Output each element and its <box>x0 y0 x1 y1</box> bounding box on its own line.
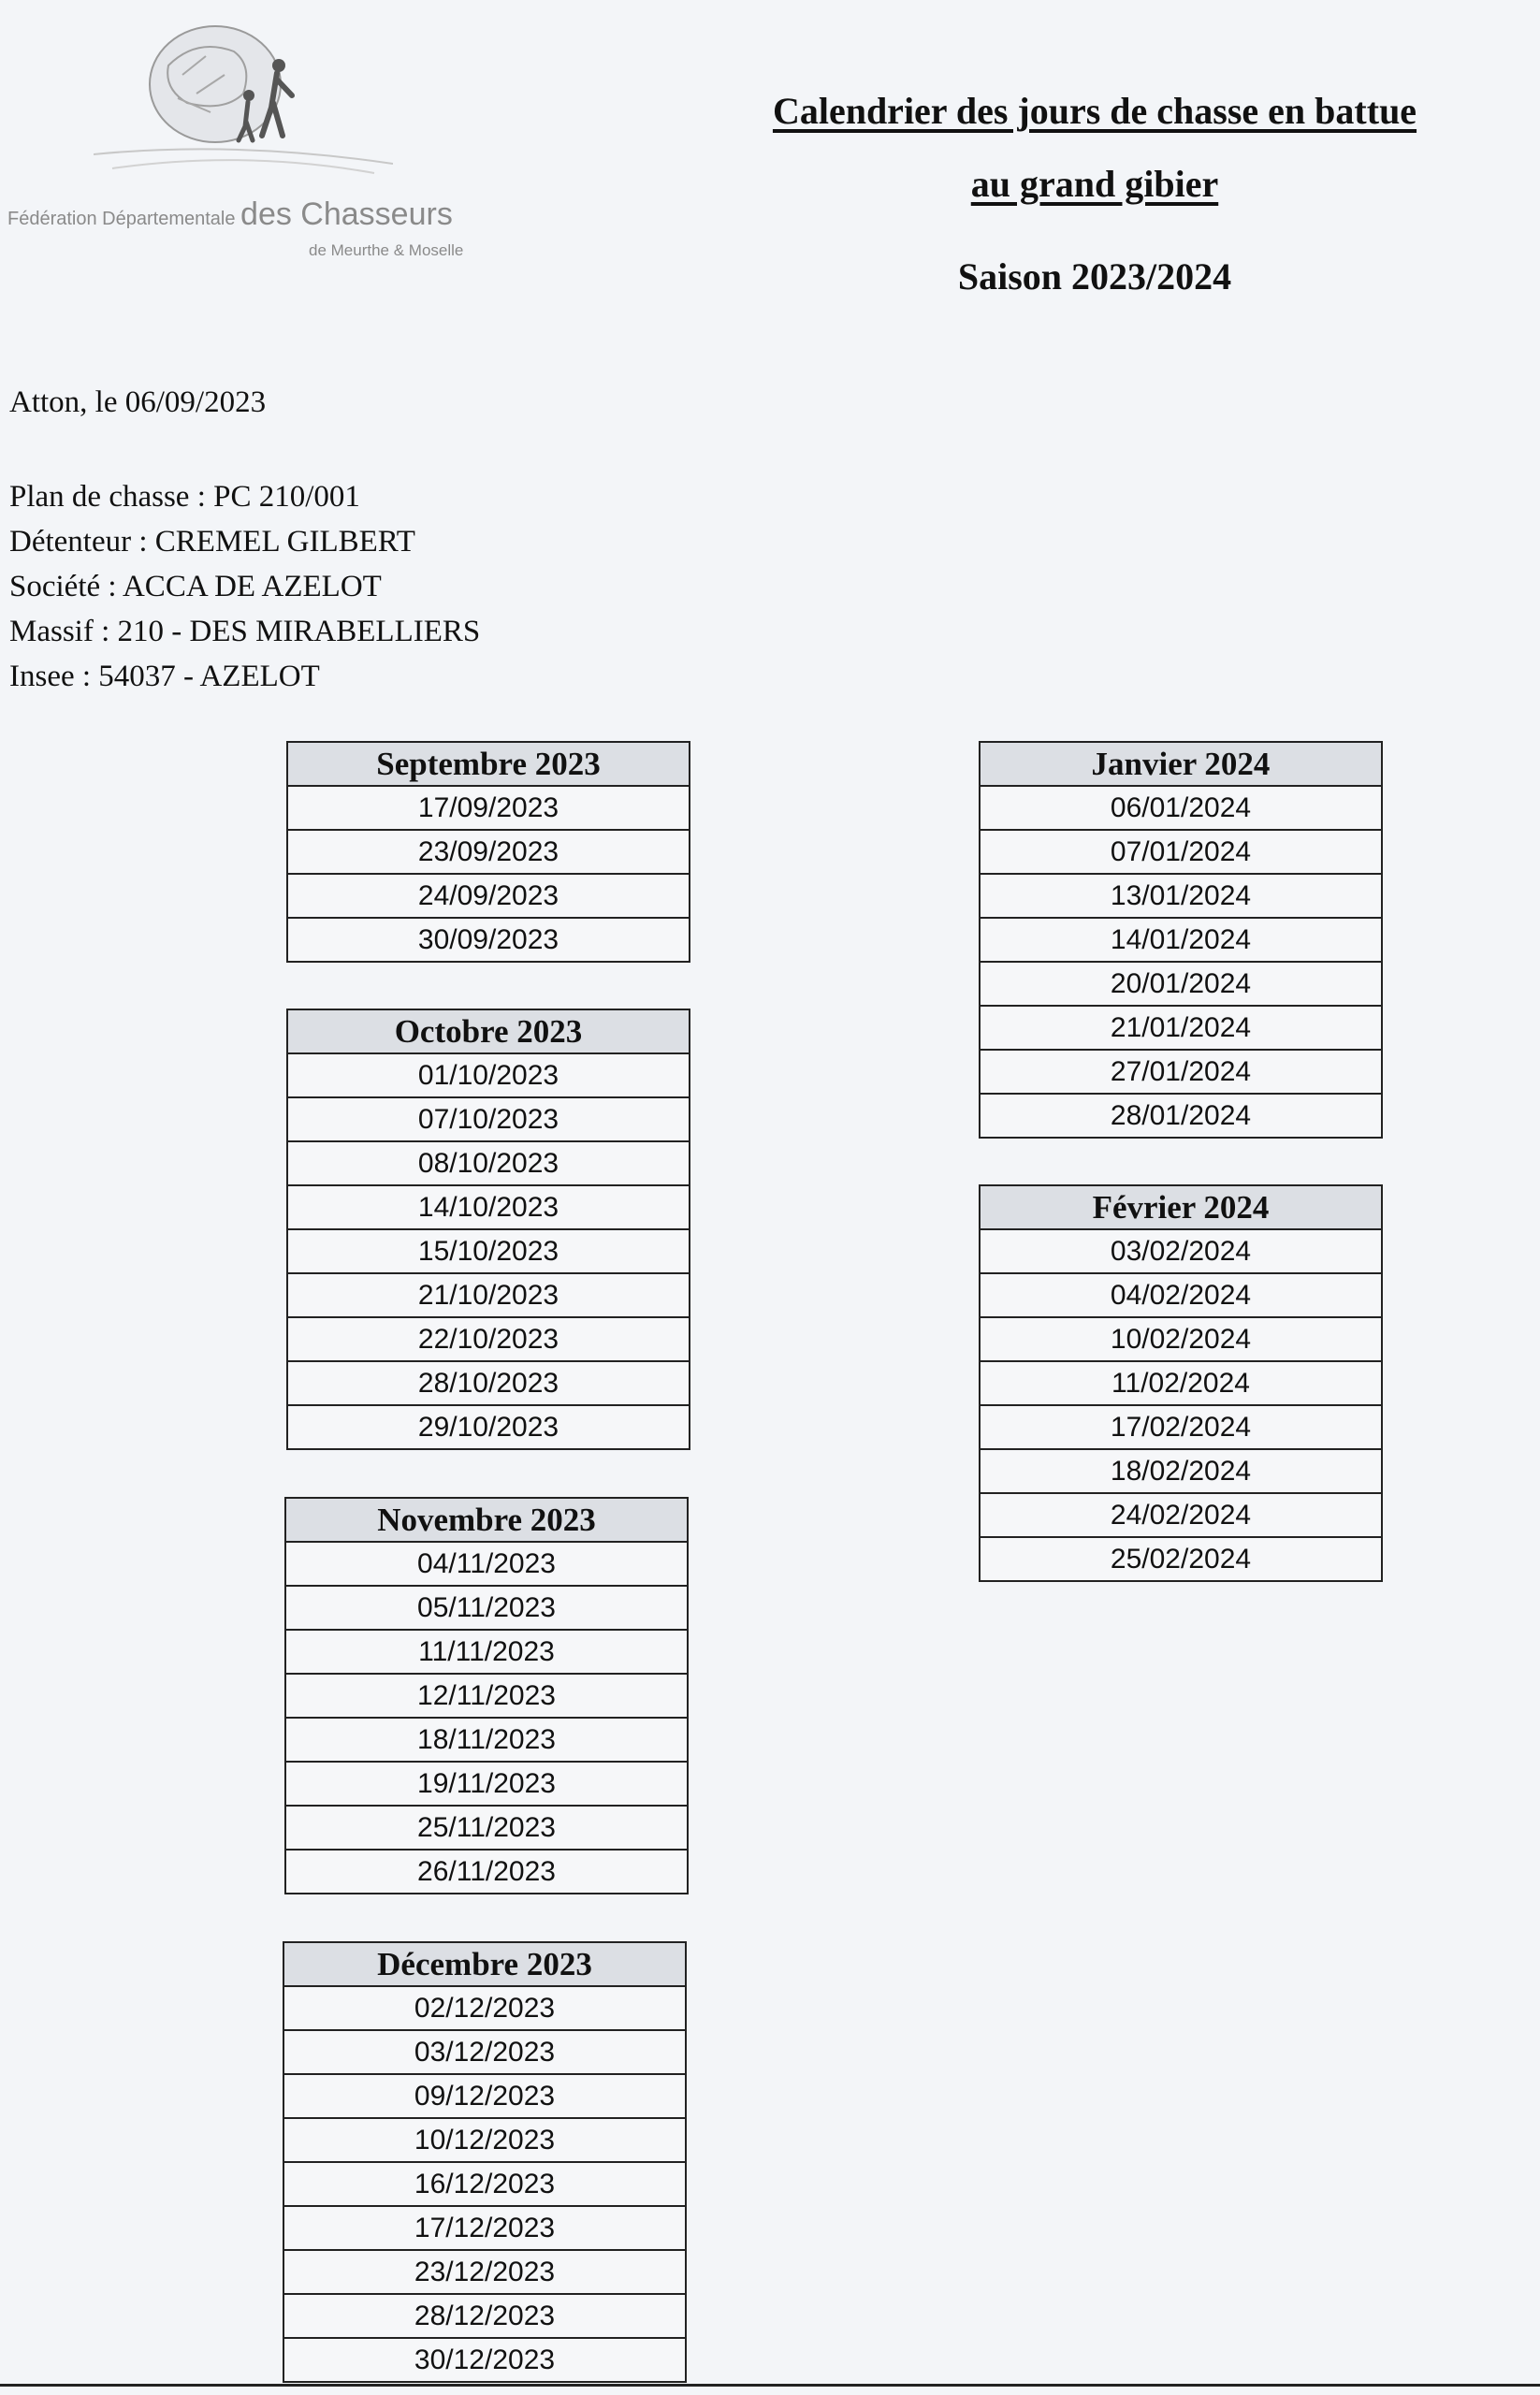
hunt-plan-details <box>9 474 480 699</box>
hunt-date-cell: 04/11/2023 <box>286 1543 687 1587</box>
hunt-date-cell: 17/09/2023 <box>288 787 689 831</box>
holder-line: Détenteur : CREMEL GILBERT <box>9 525 415 559</box>
hunt-date-cell: 22/10/2023 <box>288 1318 689 1362</box>
month-header: Novembre 2023 <box>286 1499 687 1543</box>
hunt-date-cell: 21/10/2023 <box>288 1274 689 1318</box>
month-table <box>286 1009 690 1450</box>
hunt-date-cell: 18/11/2023 <box>286 1719 687 1763</box>
hunt-date-cell: 30/09/2023 <box>417 924 559 955</box>
hunt-date-cell: 19/11/2023 <box>286 1763 687 1807</box>
hunt-date-cell: 01/10/2023 <box>288 1054 689 1098</box>
hunt-date-cell: 05/11/2023 <box>286 1587 687 1631</box>
hunt-date-cell: 03/02/2024 <box>981 1230 1381 1274</box>
society-line: Société : ACCA DE AZELOT <box>9 570 382 603</box>
hunt-date-cell: 17/02/2024 <box>981 1406 1381 1450</box>
hunt-date-cell: 09/12/2023 <box>284 2075 685 2119</box>
hunt-date-cell: 17/12/2023 <box>284 2207 685 2251</box>
month-header: Décembre 2023 <box>284 1943 685 1987</box>
title-line-1: Calendrier des jours de chasse en battue <box>772 90 1417 132</box>
hunt-date-cell: 11/11/2023 <box>286 1631 687 1675</box>
month-header: Septembre 2023 <box>288 743 689 787</box>
hunt-date-cell: 02/12/2023 <box>284 1987 685 2031</box>
hunt-date-cell: 20/01/2024 <box>981 963 1381 1007</box>
month-header: Octobre 2023 <box>288 1010 689 1054</box>
hunt-date-cell: 28/10/2023 <box>288 1362 689 1406</box>
month-header: Février 2024 <box>981 1186 1381 1230</box>
logo-org-sub: de Meurthe & Moselle <box>309 241 464 259</box>
hunt-date-cell: 29/10/2023 <box>417 1412 559 1443</box>
logo-org-name <box>7 196 453 233</box>
month-table <box>283 1941 687 2383</box>
season-title: Saison 2023/2024 <box>957 255 1232 298</box>
hunt-date-cell: 16/12/2023 <box>284 2163 685 2207</box>
hunt-date-cell: 23/12/2023 <box>284 2251 685 2295</box>
hunt-date-cell: 18/02/2024 <box>981 1450 1381 1494</box>
hunt-date-cell: 25/11/2023 <box>286 1807 687 1851</box>
month-table <box>979 741 1383 1139</box>
hunt-date-cell: 10/12/2023 <box>284 2119 685 2163</box>
month-table <box>979 1184 1383 1582</box>
plan-line: Plan de chasse : PC 210/001 <box>9 480 360 514</box>
hunt-date-cell: 21/01/2024 <box>981 1007 1381 1051</box>
hunt-date-cell: 08/10/2023 <box>288 1142 689 1186</box>
hunt-date-cell: 04/02/2024 <box>981 1274 1381 1318</box>
logo-org-prefix: Fédération Départementale <box>7 209 236 229</box>
hunt-date-cell: 13/01/2024 <box>981 875 1381 919</box>
hunt-date-cell: 07/01/2024 <box>981 831 1381 875</box>
hunt-date-cell: 12/11/2023 <box>286 1675 687 1719</box>
month-table <box>284 1497 689 1894</box>
hunt-date-cell: 14/10/2023 <box>288 1186 689 1230</box>
month-table <box>286 741 690 963</box>
hunt-date-cell: 15/10/2023 <box>288 1230 689 1274</box>
hunt-date-cell: 26/11/2023 <box>417 1856 556 1887</box>
hunt-date-cell: 24/02/2024 <box>981 1494 1381 1538</box>
month-header: Janvier 2024 <box>981 743 1381 787</box>
hunt-date-cell: 23/09/2023 <box>288 831 689 875</box>
hunt-date-cell: 03/12/2023 <box>284 2031 685 2075</box>
hunt-date-cell: 07/10/2023 <box>288 1098 689 1142</box>
bottom-divider <box>0 2384 1540 2387</box>
hunt-date-cell: 11/02/2024 <box>981 1362 1381 1406</box>
hunt-date-cell: 28/01/2024 <box>1110 1100 1252 1131</box>
hunt-date-cell: 27/01/2024 <box>981 1051 1381 1095</box>
hunters-emblem-icon <box>94 9 393 196</box>
hunt-date-cell: 14/01/2024 <box>981 919 1381 963</box>
hunt-date-cell: 06/01/2024 <box>981 787 1381 831</box>
federation-logo <box>0 9 487 271</box>
hunt-date-cell: 30/12/2023 <box>414 2344 556 2375</box>
title-line-2: au grand gibier <box>970 163 1219 205</box>
massif-line: Massif : 210 - DES MIRABELLIERS <box>9 615 481 648</box>
insee-line: Insee : 54037 - AZELOT <box>9 660 320 693</box>
hunt-date-cell: 24/09/2023 <box>288 875 689 919</box>
logo-org-main: des Chasseurs <box>240 196 453 232</box>
place-date: Atton, le 06/09/2023 <box>9 385 267 419</box>
hunt-date-cell: 25/02/2024 <box>1110 1544 1252 1575</box>
hunt-date-cell: 10/02/2024 <box>981 1318 1381 1362</box>
hunt-date-cell: 28/12/2023 <box>284 2295 685 2339</box>
